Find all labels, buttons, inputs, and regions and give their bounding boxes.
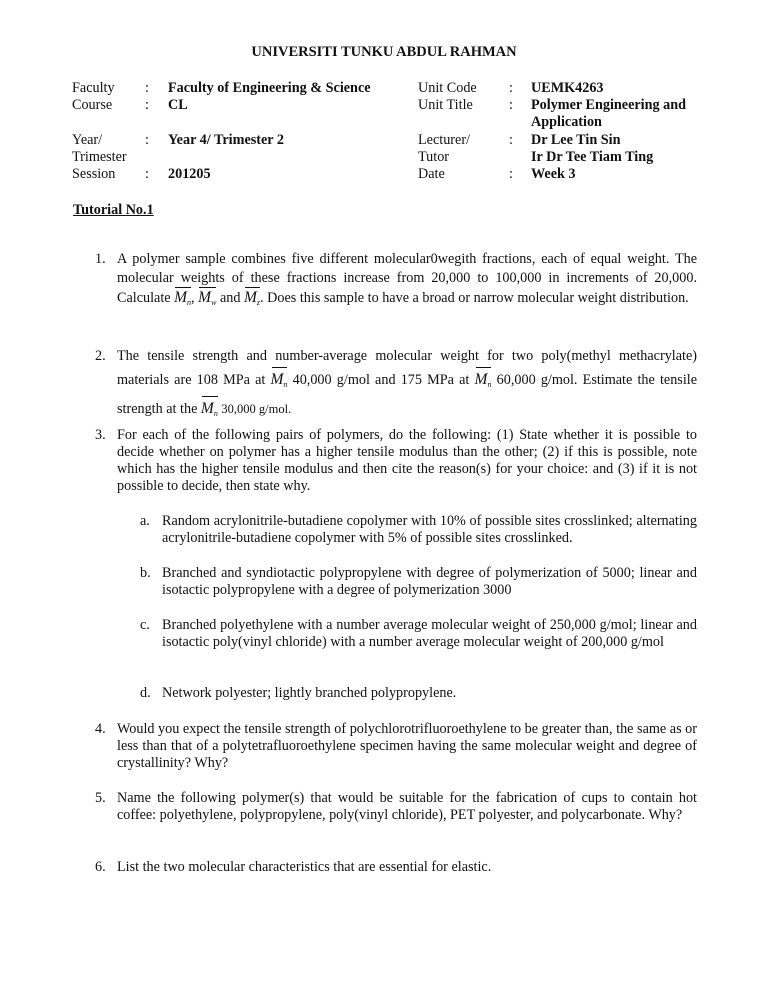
sub-number: c. <box>140 617 150 633</box>
colon: : <box>509 97 513 113</box>
question-text: 60,000 g/mol. Estimate the tensile strength at the <box>117 372 697 417</box>
question-text: 40,000 g/mol and 175 MPa at <box>292 372 470 388</box>
trimester-label: Trimester <box>72 149 127 165</box>
sub-text: Branched polyethylene with a number average molecular weight of 250,000 g/mol; linear and isotactic poly(vinyl chloride) with a number average molecular weight of 200,000 g/mol <box>162 617 697 650</box>
session-label: Session <box>72 166 116 182</box>
question-text: Would you expect the tensile strength of polychlorotrifluoroethylene to be greater than, the same as or less than that of a polytetrafluoroethylene specimen having the same molecular weight and degree of crystallinity? Why? <box>117 721 697 771</box>
question-text: The tensile strength and number-average molecular weight for two poly(methyl methacrylate) materials are 108 MPa at <box>117 348 697 388</box>
sub-number: a. <box>140 513 150 529</box>
course-value: CL <box>168 97 188 113</box>
sub-number: d. <box>140 685 151 701</box>
mn-symbol: $M_n$ <box>201 397 218 426</box>
year-trimester-value: Year 4/ Trimester 2 <box>168 132 284 148</box>
mz-symbol: $M_z$ <box>244 288 260 312</box>
unit-title-value-line1: Polymer Engineering and <box>531 97 687 113</box>
faculty-value: Faculty of Engineering & Science <box>168 80 371 96</box>
question-3d <box>140 685 697 702</box>
question-5 <box>95 790 697 824</box>
question-3c <box>140 617 697 651</box>
mn-symbol: $M_n$ <box>271 368 288 397</box>
question-number: 2. <box>95 348 106 364</box>
faculty-label: Faculty <box>72 80 115 96</box>
date-value: Week 3 <box>531 166 576 182</box>
sub-text: Network polyester; lightly branched polypropylene. <box>162 685 457 701</box>
course-label: Course <box>72 97 113 113</box>
separator: and <box>219 290 241 306</box>
colon: : <box>145 132 149 148</box>
question-3a <box>140 513 697 547</box>
university-title: UNIVERSITI TUNKU ABDUL RAHMAN <box>251 44 517 60</box>
year-label: Year/ <box>72 132 103 148</box>
tutor-value: Ir Dr Tee Tiam Ting <box>531 149 654 165</box>
question-number: 1. <box>95 251 106 267</box>
colon: : <box>509 132 513 148</box>
question-text: For each of the following pairs of polymers, do the following: (1) State whether it is possible to decide whether on polymer has a higher tensile modulus than the other; (2) if this is possible, note which has the higher tensile modulus and then cite the reason(s) for your choice: and (3) if it is not possible to decide, then state why. <box>117 427 697 494</box>
tutor-label: Tutor <box>418 149 450 165</box>
question-3 <box>95 427 697 495</box>
question-text: . Does this sample to have a broad or narrow molecular weight distribution. <box>260 290 689 306</box>
unit-code-label: Unit Code <box>418 80 477 96</box>
question-text: A polymer sample combines five different molecular0wegith fractions, each of equal weight. The molecular weights of these fractions increase from 20,000 to 100,000 in increments of 20,000. Calculate <box>117 251 697 306</box>
question-text: List the two molecular characteristics that are essential for elastic. <box>117 859 492 875</box>
question-text: Name the following polymer(s) that would be suitable for the fabrication of cups to contain hot coffee: polyethylene, polypropylene, poly(vinyl chloride), PET polyester, and polycarbonate. Why? <box>117 790 697 823</box>
colon: : <box>509 80 513 96</box>
colon: : <box>145 97 149 113</box>
tutorial-title: Tutorial No.1 <box>73 202 154 218</box>
sub-text: Random acrylonitrile-butadiene copolymer with 10% of possible sites crosslinked; alternating acrylonitrile-butadiene copolymer with 5% of possible sites crosslinked. <box>162 513 697 546</box>
mn-symbol: $M_n$ <box>475 368 492 397</box>
sub-text: Branched and syndiotactic polypropylene with degree of polymerization of 5000; linear and isotactic polypropylene with a degree of polymerization 3000 <box>162 565 697 598</box>
question-4 <box>95 721 697 772</box>
lecturer-value: Dr Lee Tin Sin <box>531 132 621 148</box>
unit-code-value: UEMK4263 <box>531 80 604 96</box>
question-1 <box>95 250 697 312</box>
mn-symbol: $M_n$ <box>174 288 191 312</box>
colon: : <box>509 166 513 182</box>
colon: : <box>145 80 149 96</box>
question-number: 3. <box>95 427 106 443</box>
colon: : <box>145 166 149 182</box>
unit-title-label: Unit Title <box>418 97 473 113</box>
lecturer-label: Lecturer/ <box>418 132 470 148</box>
separator: , <box>191 290 195 306</box>
question-6 <box>95 859 697 876</box>
mw-symbol: $M_w$ <box>198 288 216 312</box>
sub-number: b. <box>140 565 151 581</box>
question-text: 30,000 g/mol. <box>221 402 292 416</box>
question-2 <box>95 344 697 426</box>
question-3b <box>140 565 697 599</box>
question-number: 4. <box>95 721 106 737</box>
unit-title-value-line2: Application <box>531 114 602 130</box>
session-value: 201205 <box>168 166 211 182</box>
date-label: Date <box>418 166 445 182</box>
question-number: 6. <box>95 859 106 875</box>
question-number: 5. <box>95 790 106 806</box>
